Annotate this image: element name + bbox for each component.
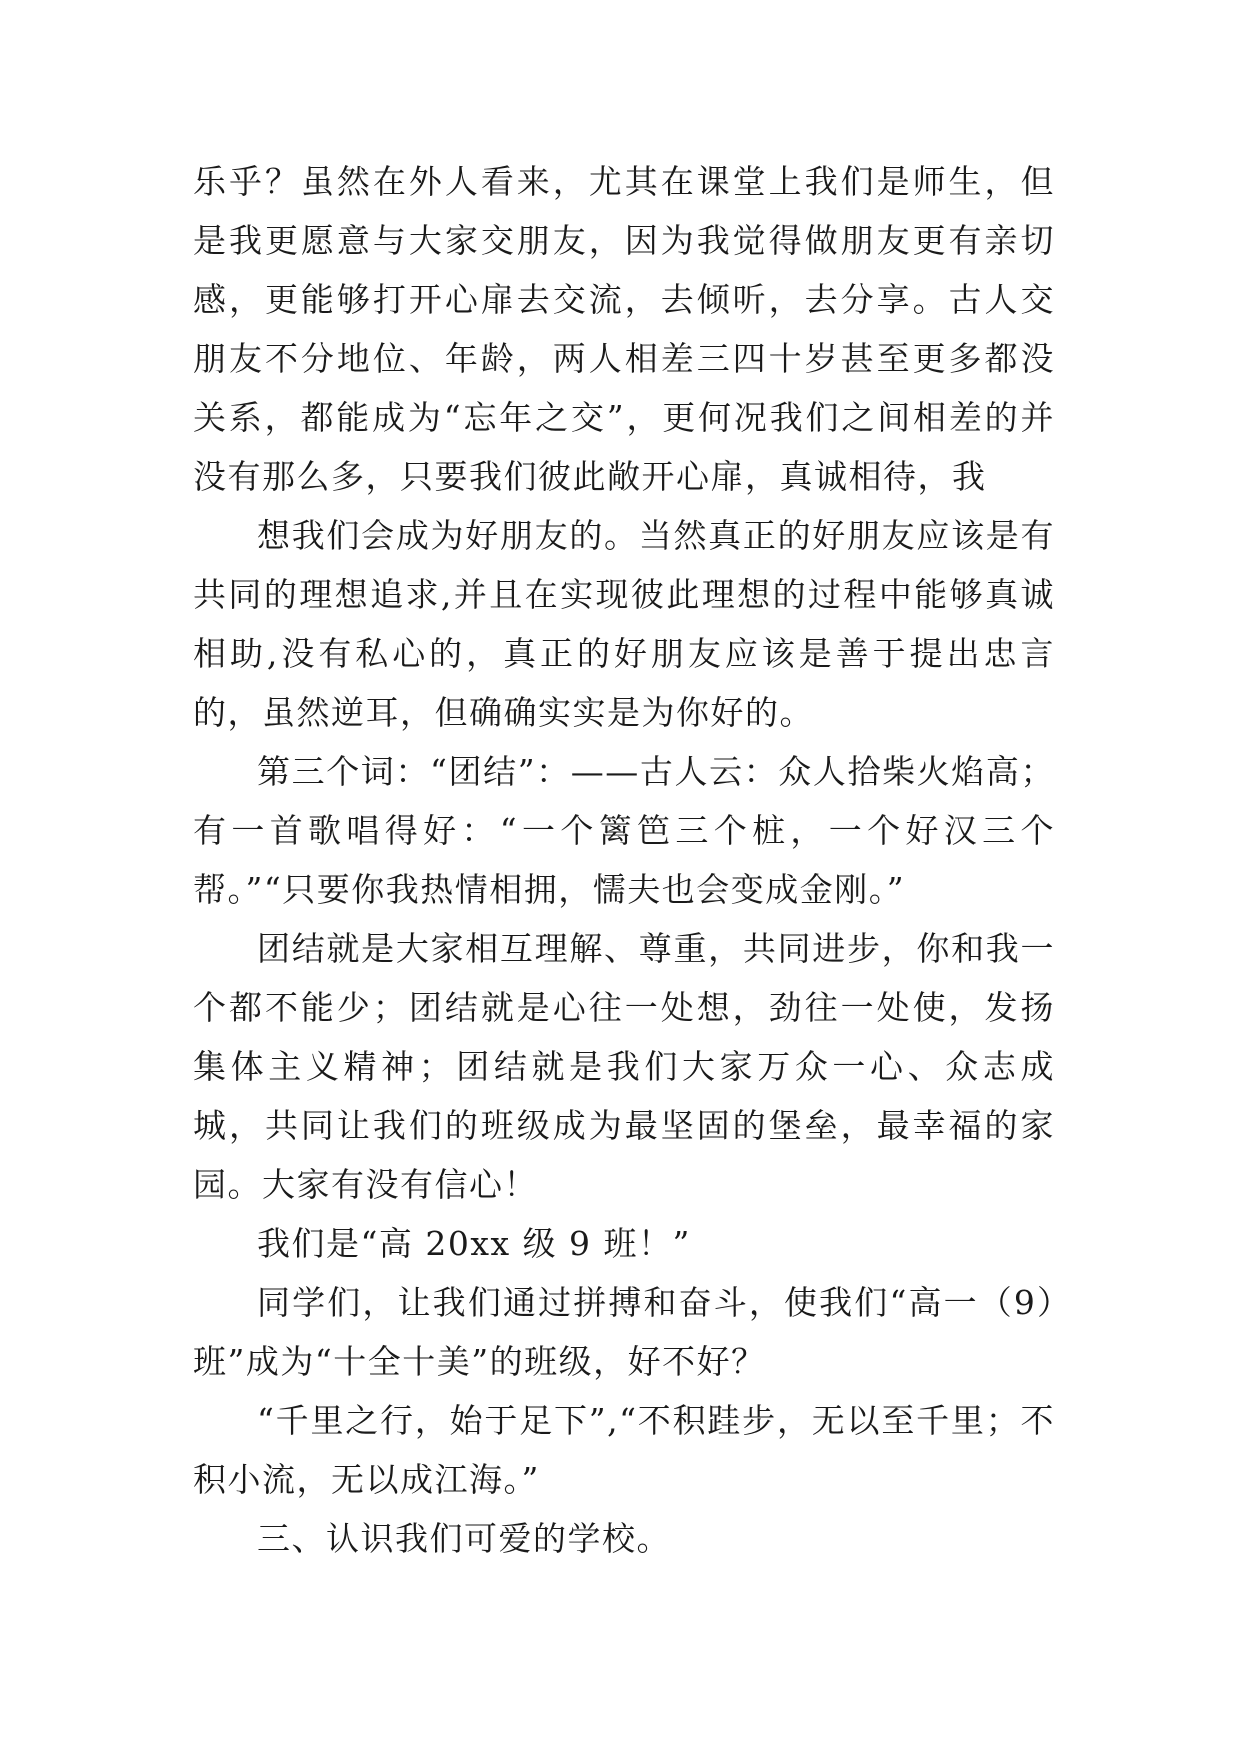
paragraph-8: 三、认识我们可爱的学校。: [257, 1519, 671, 1558]
paragraph-7: “千里之行，始于足下”,“不积跬步，无以至千里；不积小流，无以成江海。”: [193, 1401, 1055, 1499]
paragraph-3: 第三个词：“团结”：——古人云：众人拾柴火焰高；有一首歌唱得好：“一个篱笆三个桩，一个好汉三个帮。”“只要你我热情相拥，懦夫也会变成金刚。”: [193, 752, 1055, 909]
paragraph-2: 想我们会成为好朋友的。当然真正的好朋友应该是有共同的理想追求,并且在实现彼此理想的过程中能够真诚相助,没有私心的，真正的好朋友应该是善于提出忠言的，虽然逆耳，但确确实实是为你好的。: [193, 516, 1055, 732]
document-page: [193, 152, 1055, 1568]
paragraph-4: 团结就是大家相互理解、尊重，共同进步，你和我一个都不能少；团结就是心往一处想，劲往一处使，发扬集体主义精神；团结就是我们大家万众一心、众志成城，共同让我们的班级成为最坚固的堡垒，最幸福的家园。大家有没有信心！: [193, 929, 1055, 1204]
paragraph-1: 乐乎？虽然在外人看来，尤其在课堂上我们是师生，但是我更愿意与大家交朋友，因为我觉得做朋友更有亲切感，更能够打开心扉去交流，去倾听，去分享。古人交朋友不分地位、年龄，两人相差三四十岁甚至更多都没关系，都能成为“忘年之交”，更何况我们之间相差的并没有那么多，只要我们彼此敞开心扉，真诚相待，我: [193, 162, 1055, 496]
paragraph-6: 同学们，让我们通过拼搏和奋斗，使我们“高一（9）班”成为“十全十美”的班级，好不好？: [193, 1283, 1055, 1381]
paragraph-5: 我们是“高 20xx 级 9 班！”: [257, 1224, 691, 1263]
